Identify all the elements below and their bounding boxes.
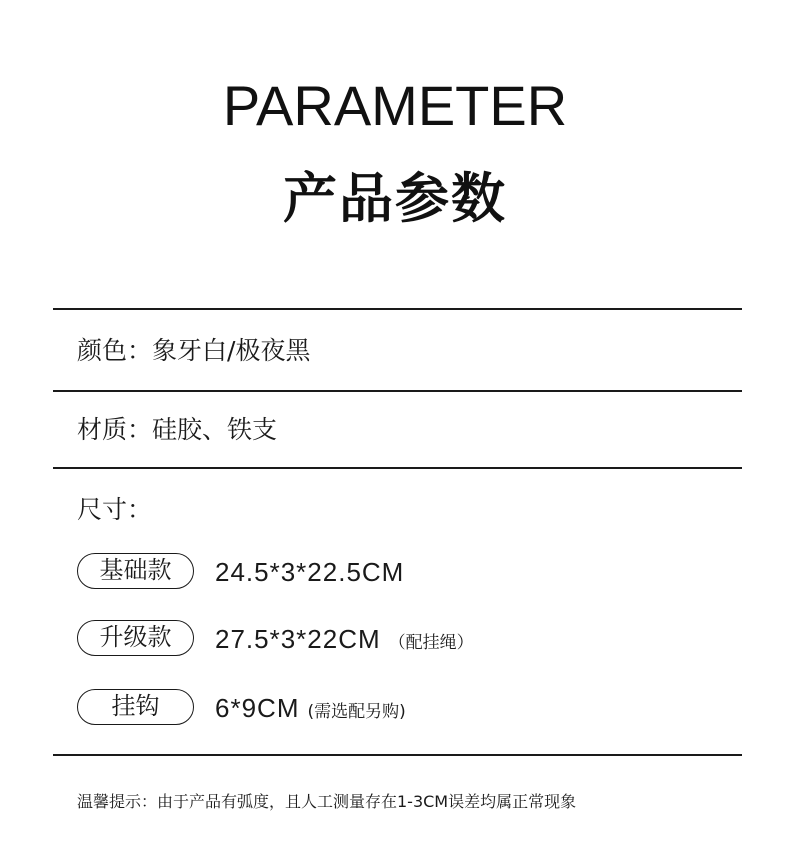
size-option-upgrade-badge: 升级款 — [77, 620, 194, 656]
material-row — [77, 413, 277, 447]
color-row — [77, 334, 310, 368]
size-option-upgrade — [215, 622, 474, 660]
size-label: 尺寸： — [77, 495, 153, 524]
divider — [53, 754, 742, 756]
size-option-hook-dims: 6*9CM — [215, 693, 300, 723]
size-option-basic — [215, 555, 404, 589]
size-option-upgrade-note: （配挂绳） — [388, 633, 474, 653]
size-option-hook-badge: 挂钩 — [77, 689, 194, 725]
color-value: 象牙白/极夜黑 — [152, 336, 311, 365]
title-english: PARAMETER — [222, 74, 568, 137]
color-label: 颜色： — [77, 336, 153, 365]
size-option-hook — [215, 691, 406, 729]
size-option-hook-note: (需选配另购) — [307, 702, 406, 722]
size-option-upgrade-dims: 27.5*3*22CM — [215, 624, 381, 654]
divider — [53, 308, 742, 310]
size-option-basic-badge: 基础款 — [77, 553, 194, 589]
divider — [53, 390, 742, 392]
material-value: 硅胶、铁支 — [152, 415, 278, 444]
divider — [53, 467, 742, 469]
title-chinese: 产品参数 — [283, 167, 507, 230]
material-label: 材质： — [77, 415, 153, 444]
footer-tip: 温馨提示：由于产品有弧度，且人工测量存在1-3CM误差均属正常现象 — [77, 792, 577, 811]
size-option-basic-dims: 24.5*3*22.5CM — [215, 557, 405, 587]
